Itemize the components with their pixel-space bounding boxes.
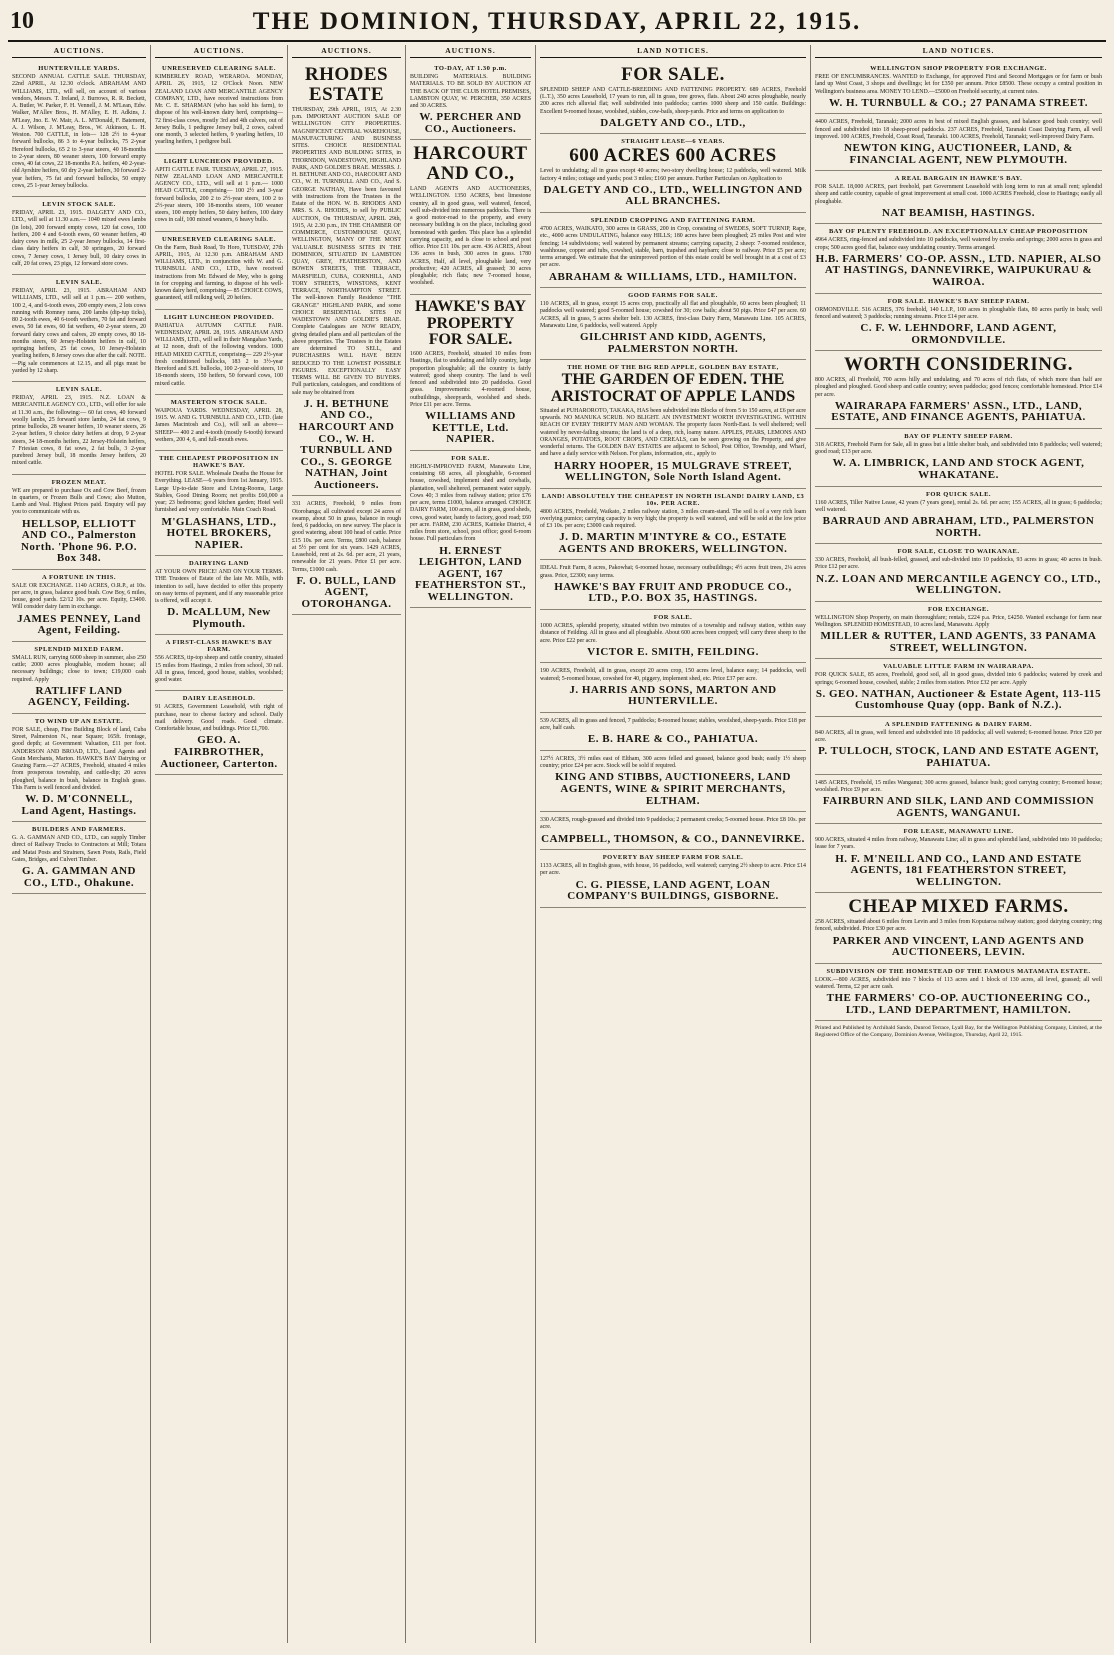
ad-agent: S. GEO. NATHAN, Auctioneer & Estate Agent, 113-115 Customhouse Quay (opp. Bank of N.Z.). [815, 687, 1102, 712]
ad-agent: NEWTON KING, AUCTIONEER, LAND, & FINANCIAL AGENT, NEW PLYMOUTH. [844, 142, 1073, 166]
ad-subhead: STRAIGHT LEASE—6 YEARS. [621, 138, 725, 146]
ad-subhead: BUILDERS AND FARMERS. [32, 826, 126, 834]
section-label: AUCTIONS. [292, 45, 401, 58]
column-1 [8, 45, 151, 1643]
ad-body: FOR SALE. 18,000 ACRES, part freehold, part Government Leasehold with long term to run at small rent; splendid sheep and cattle country, capable of great improvement at small cost. 1000 ACRES Freehold, close to Hastings; easily all ploughable. [815, 184, 1102, 205]
classified-ad [12, 475, 146, 570]
ad-subhead: UNRESERVED CLEARING SALE. [162, 65, 276, 72]
ad-agent: PARKER AND VINCENT, LAND AGENTS AND AUCTIONEERS, LEVIN. [832, 934, 1085, 959]
classified-ad [540, 663, 806, 713]
ad-subhead: A FORTUNE IN THIS. [41, 573, 117, 581]
classified-ad [540, 713, 806, 751]
ad-body: 127½ ACRES, 3½ miles east of Eltham, 300 acres felled and grassed, balance good bush; easily 1½ sheep country; price £24 per acre. Stock will be sold if required. [540, 755, 806, 770]
ad-agent: MILLER & RUTTER, LAND AGENTS, 33 PANAMA STREET, WELLINGTON. [820, 630, 1097, 654]
ad-body: WE are prepared to purchase Ox and Cow Beef, frozen in quarters, or Frozen Bulls and Cows; also Mutton, Lamb and Veal. Highest Prices paid. Enquiry will pay you to communicate with us. [12, 487, 146, 516]
ad-subhead: DAIRYING LAND [189, 560, 249, 568]
ad-body: BUILDING MATERIALS. BUILDING MATERIALS. TO BE SOLD BY AUCTION AT THE BACK OF THE CLUB HOTEL PREMISES, LAMBTON QUAY, W. PERCHER, 350 ACRES and 30 ACRES. [410, 74, 531, 109]
ad-body: Level to undulating; all in grass except 40 acres; two-story dwelling house; 12 paddocks, well watered. Milk factory 4 miles; cottage and yards; post 3 miles; £160 per annum. Further Particulars on Application to [540, 168, 806, 182]
ad-body: 556 ACRES, tip-top sheep and cattle country, situated 15 miles from Hastings, 2 miles from school, 30 rail. All in grass, fenced, good house, stables, woolshed; good water. [155, 655, 283, 684]
ad-body: 330 ACRES, rough-grassed and divided into 9 paddocks; 2 permanent creeks; 5-roomed house. Price £8 10s. per acre. [540, 817, 806, 831]
ad-subhead: VALUABLE LITTLE FARM IN WAIRARAPA. [883, 663, 1034, 671]
ad-headline: RHODES ESTATE [304, 64, 389, 105]
classified-ad [12, 714, 146, 822]
classified-ad [815, 602, 1102, 660]
ad-headline: WORTH CONSIDERING. [844, 354, 1073, 376]
ad-subhead: WELLINGTON SHOP PROPERTY FOR EXCHANGE. [870, 65, 1047, 72]
ad-subhead: POVERTY BAY SHEEP FARM FOR SALE. [602, 854, 744, 862]
ad-body: 1485 ACRES, Freehold, 15 miles Wanganui; 300 acres grassed, balance bush; good carrying country; 8-roomed house; woolshed. Price £9 per acre. [815, 779, 1102, 793]
ad-agent: HAWKE'S BAY FRUIT AND PRODUCE CO., LTD., P.O. BOX 35, HASTINGS. [554, 580, 792, 605]
ad-subhead: A REAL BARGAIN IN HAWKE'S BAY. [894, 175, 1023, 183]
ad-body: 1600 ACRES, Freehold, situated 10 miles from Hastings, flat to undulating and hilly country, large proportion ploughable; all the country is fairly watered; good sheep country. The land is well fenced and subdivided into 20 paddocks. Good grass. Improvements: 4-roomed house, outbuildings, sheepyards, woolshed and sheds. Price £11 per acre. Terms. [410, 351, 531, 408]
ad-body: SALE OR EXCHANGE. 1140 ACRES, O.R.P., at 10s. per acre, in grass, balance good bush. Cow Boy, 6 miles, house, good yards. £2/12 10s. per acre. Equity, £3400. Will consider dairy farm in exchange. [12, 582, 146, 611]
ad-subhead: TO-DAY, AT 1.30 p.m. [434, 65, 507, 72]
ad-body: 330 ACRES, Freehold, all bush-felled, grassed, and sub-divided into 10 paddocks, 93 acres in grass; 40 acres in bush. Price £12 per acre. [815, 557, 1102, 571]
ad-agent: ABRAHAM & WILLIAMS, LTD., HAMILTON. [549, 270, 797, 283]
classified-ad [155, 154, 283, 232]
ad-subhead: HUNTERVILLE YARDS. [38, 65, 120, 72]
ad-agent: H.B. FARMERS' CO-OP. ASSN., LTD. NAPIER, ALSO AT HASTINGS, DANNEVIRKE, WAIPUKURAU & WAIROA. [815, 252, 1102, 289]
ad-body: 190 ACRES, Freehold, all in grass, except 20 acres crop, 150 acres level, balance easy; 14 paddocks, well watered; 5-roomed house, cowshed for 40, piggery, implement shed, etc. Price £37 per acre. [540, 668, 806, 682]
ad-body: 1000 ACRES, splendid property, situated within two minutes of a township and railway station, within easy distance of Feilding. All in grass and all ploughable. About 600 acres been cropped; will carry three sheep to the acre. Price £22 per acre. [540, 623, 806, 644]
newspaper-title: THE DOMINION, THURSDAY, APRIL 22, 1915. [252, 8, 862, 35]
classified-ad [292, 61, 401, 496]
ad-agent: BARRAUD AND ABRAHAM, LTD., PALMERSTON NORTH. [822, 515, 1095, 539]
ad-body: 1160 ACRES, Tiller Native Lease, 42 years (7 years gone), rental 2s. 6d. per acre; 155 ACRES, all in grass; 6 paddocks; well watered. [815, 499, 1102, 513]
ad-headline: FOR SALE. [621, 64, 725, 85]
classified-ad [815, 61, 1102, 114]
ad-body: G. A. GAMMAN AND CO., LTD., can supply Timber direct of Railway Trucks to Contractors at Mill; Totara and Matai Posts and Strainers, Sawn Posts, Rails, Field Gates, Bridges, and Culvert Timber. [12, 835, 146, 863]
ad-agent: W. H. TURNBULL & CO.; 27 PANAMA STREET. [829, 96, 1088, 109]
ad-body: WAIPOUA YARDS. WEDNESDAY, APRIL 28, 1915. W. AND G. TURNBULL AND CO., LTD. (late James Macintosh and Co.), will sell as above— SHEEP— 400 2 and 4-tooth (mostly 6-tooth) forward wethers, 200 4, 6, and full-mouth ewes. [155, 407, 283, 443]
classified-ad [815, 224, 1102, 293]
classified-ad [540, 610, 806, 663]
classified-ad [410, 140, 531, 294]
ad-subhead: SPLENDID MIXED FARM. [34, 645, 124, 653]
ad-body: SECOND ANNUAL CATTLE SALE. THURSDAY, 22nd APRIL, At 12.30 o'clock. ABRAHAM AND WILLIAMS, LTD., will sell, on account of various vendors, Messrs. T. Ireland, J. Burrows, R. R. Beckett, A. Butler, W. Parker, F. H. Vennell, J. M. M'Lean, Edw. Walker, M'Allev Bros., H. M'Alley, E. H. Adkins, J. M'Leay, Jno. E. W. Mair, A. L. M'Donald, F. Batement, A. J. Wilson, J. M'Leay, Bros., W. Atkinson, L. H. Weston. 700 CATTLE, in lots— 128 2½ to 4-year forward bullocks, 86 3 to 4-year bullocks, 75 2-year Hereford bullocks, 65 2 to 3-year steers, 40 18-months to 2-year steers, 80 weaner steers, 100 forward empty cows, 40 fat cows, 22 18-months P.A. heifers, 40 2-year-old Ayrshire heifers, 60 dry 2-year heifers, 30 forward 2-year heifers, 75 fat and forward bullocks, 50 empty cows, 25 1-year Jersey bullocks. [12, 74, 146, 189]
ad-body: FRIDAY, APRIL 23, 1915. N.Z. LOAN & MERCANTILE AGENCY CO., LTD., will offer for sale at 11.30 a.m., the following:— 60 fat cows, 40 forward woolly lambs, 25 forward store lambs, 24 fat cows, 9 prime bullocks, 28 weaner heifers, 10 weaner steers, 26 2-year heifers, 9 choice dairy heifers at drop, 9 2-year steers, 34 18-months heifers, 22 Jersey-Holstein heifers, 7 Friesian cows, 8 fat sows, 2 fat bulls, 3 2-year purebred Jersey bull, 18 months Jersey heifers, 20 mixed cattle. [12, 395, 146, 467]
ad-subhead: FOR SALE, CLOSE TO WAIKANAE. [897, 548, 1020, 556]
classified-ad [155, 310, 283, 395]
ad-agent: GILCHRIST AND KIDD, AGENTS, PALMERSTON NORTH. [580, 331, 766, 355]
classified-ad [155, 395, 283, 451]
ad-subhead: FOR EXCHANGE. [927, 605, 990, 613]
ad-headline: 600 ACRES 600 ACRES [569, 145, 777, 167]
ad-subhead: LEVIN STOCK SALE. [42, 201, 116, 208]
ad-body: Situated at PUHAROROTO, TAKAKA, HAS been subdivided into Blocks of from 5 to 150 acres, at £6 per acre upwards. NO MANUKA SCRUB. NO BLIGHT. AN INVESTMENT WORTH INVESTIGATING. WITHIN REACH OF EVERY THRIFTY MAN AND WOMAN. The property faces North-East. Is well sheltered; well watered by never-failing streams; the land is of a deep, rich, loamy nature. APPLES, PEARS, LEMONS AND ORANGES, POTATOES, ROOT CROPS, AND CEREALS, can be seen growing on the Property, and give wonderful returns. The GOLDEN BAY ESTATES are adjacent to School, Post Office, Township, and Wharf, and have a daily service with Nelson. For plans, information, etc., apply to [540, 407, 806, 458]
ad-subhead: A SPLENDID FATTENING & DAIRY FARM. [885, 720, 1032, 728]
classified-ad [540, 560, 806, 610]
column-6 [811, 45, 1106, 1643]
ad-body: PAHIATUA AUTUMN CATTLE FAIR. WEDNESDAY, APRIL 28, 1915. ABRAHAM AND WILLIAMS, LTD., will sell in their Mangahao Yards, at 12 noon, draft of the following vendors. 1000 HEAD MIXED CATTLE, comprising— 229 2½-year fresh conditioned bullocks, 183 2 to 3½-year Hereford and S.H. bullocks, 100 2-year-old steers, 10 18-month steers, 150 heifers, 50 forward cows, 100 mixed cattle. [155, 322, 283, 387]
ad-agent: W. D. M'CONNELL, Land Agent, Hastings. [21, 793, 137, 817]
ad-agent: C. F. W. LEHNDORF, LAND AGENT, ORMONDVILLE. [860, 322, 1057, 346]
classified-ad [12, 197, 146, 275]
ad-body: 4964 ACRES, ring-fenced and subdivided into 10 paddocks, well watered by creeks and springs; 2000 acres in grass and crops; 500 acres good flat, balance easy undulating country. Terms arranged. [815, 237, 1102, 251]
ad-agent: J. H. BETHUNE AND CO., HARCOURT AND CO., W. H. TURNBULL AND CO., S. GEORGE NATHAN, Joint Auctioneers. [298, 397, 395, 491]
ad-body: AT YOUR OWN PRICE! AND ON YOUR TERMS. THE Trustees of Estate of the late Mr. Mills, with intention to sell, have decided to offer this property on easy terms of payment, and if any reasonable price is offered, will accept it. [155, 569, 283, 605]
page-number: 10 [10, 8, 34, 34]
classified-ad [815, 824, 1102, 893]
ad-body: KIMBERLEY ROAD, WERAROA. MONDAY, APRIL 26, 1915, 12 O'Clock Noon. NEW ZEALAND LOAN AND MERCANTILE AGENCY COMPANY, LTD., have received instructions from Mr. C. E. SHARMAN (who has sold his farm), to dispose of his well-known dairy herd, comprising— 72 first-class cows, mostly 3rd and 4th calvers, out of Jersey Bulls, 1 pedigree Jersey bull, 2 cows, calved one month, 3 selected heifers, 9 yearling heifers, 10 yearling heifers, 1 pedigree bull. [155, 74, 283, 146]
classified-ad [815, 717, 1102, 775]
classified-ad [292, 496, 401, 615]
ad-body: LAND AGENTS AND AUCTIONEERS, WELLINGTON. 1350 ACRES, best limestone country, all in good grass, well watered, fenced, well sub-divided into numerous paddocks. There is a good motor-road to the property, and every necessary building is on the place, including good homestead with garden. This place has a splendid carrying capacity, and is close to school and post office. Price £11 10s. per acre. 436 ACRES, About 136 acres in bush, 300 acres in grass. 1780 ACRES, Half, all level, ploughable land, very productive; 420 ACRES, all grassed; 30 acres ploughable; rich flats; new 7-roomed house, woolshed. [410, 186, 531, 287]
ad-agent: VICTOR E. SMITH, FEILDING. [587, 645, 759, 658]
classified-ad [12, 570, 146, 642]
ad-subhead: GOOD FARMS FOR SALE. [628, 292, 718, 300]
ad-agent: M'GLASHANS, LTD., HOTEL BROKERS, NAPIER. [161, 515, 277, 551]
classified-ad [815, 294, 1102, 352]
ad-subhead: LAND! ABSOLUTELY THE CHEAPEST IN NORTH ISLAND! DAIRY LAND, £3 10s. PER ACRE. [541, 492, 805, 507]
classified-ad [540, 134, 806, 213]
ad-agent: W. PERCHER AND CO., Auctioneers. [419, 111, 522, 135]
classified-ad [540, 360, 806, 488]
ad-agent: HARRY HOOPER, 15 MULGRAVE STREET, WELLINGTON, Sole North Island Agent. [554, 459, 792, 484]
classified-ad [815, 893, 1102, 964]
ad-body: 840 ACRES, all in grass, well fenced and subdivided into 18 paddocks; all well watered; 6-roomed house. Price £20 per acre. [815, 729, 1102, 744]
ad-body: THURSDAY, 29th APRIL, 1915, At 2.30 p.m. IMPORTANT AUCTION SALE OF WELLINGTON CITY PROPERTIES. MAGNIFICENT CENTRAL WAREHOUSE, MANUFACTURING AND BUSINESS SITES. CHOICE RESIDENTIAL PROPERTIES AND BUILDING SITES, in THORNDON, WADESTOWN, HIGHLAND PARK, AND GOLDIE'S BRAE. MESSRS. J. H. BETHUNE AND CO., HARCOURT AND CO., W. H. TURNBULL AND CO., And S. GEORGE NATHAN, Have been favoured with instructions from the Trustees in the Estate of the HON. W. B. RHODES AND MRS. S. A. RHODES, to sell by PUBLIC AUCTION, On THURSDAY, APRIL 29th, 1915, At 2.30 p.m., IN THE CHAMBER OF COMMERCE, CUSTOMHOUSE QUAY, WELLINGTON, MANY OF THE MOST VALUABLE BUSINESS SITES IN THE DOMINION, SITUATED IN LAMBTON QUAY, GREY, FEATHERSTON, AND BOWEN STREETS, THE TERRACE, MARSFIELD, CUBA, CORNHILL, AND TORY STREETS, WINSTONS, KENT TERRACE, NORTHAMPTON STREET. The well-known Family Residence "THE GRANGE" HIGHLAND PARK, and some CHOICE RESIDENTIAL SITES IN WADESTOWN AND GOLDIE'S BRAE. Complete Catalogues are NOW READY, giving detailed plans and all particulars of the above properties. The Trustees in the Estates are determined TO SELL, and PURCHASERS WILL HAVE BEEN REDUCED TO THE LOWEST POSSIBLE FIGURES. EXCEPTIONALLY EASY TERMS WILL BE GIVEN TO BUYERS. Full particulars, catalogues, and conditions of sale may be obtained from [292, 106, 401, 396]
ad-subhead: TO WIND UP AN ESTATE. [34, 717, 124, 725]
ad-agent: GEO. A. FAIRBROTHER, Auctioneer, Carterton. [160, 734, 278, 770]
classified-ad [815, 964, 1102, 1022]
classified-ad [815, 351, 1102, 429]
ad-agent: N.Z. LOAN AND MERCANTILE AGENCY CO., LTD., WELLINGTON. [816, 572, 1101, 597]
classified-ad [410, 451, 531, 608]
ad-subhead: FOR LEASE, MANAWATU LINE. [903, 828, 1014, 836]
ad-body: 331 ACRES, Freehold, 9 miles from Otorohanga; all cultivated except 24 acres of swamp, about 50 in grass, balance in rough feed, 6 paddocks, on new survey. The place is good watering, about 100 head of cattle. Price £15 10s. per acre. Terms, £800 cash, balance at 5½ per cent for six years. 1429 ACRES, Leasehold, rent at 2s. 6d. per acre, 21 years, renewable for 21 years. Price £1 per acre. Terms, £1000 cash. [292, 501, 401, 573]
section-label: LAND NOTICES. [815, 45, 1102, 58]
ad-agent: NAT BEAMISH, HASTINGS. [881, 206, 1036, 219]
ad-body: SMALL RUN, carrying 6000 sheep in summer, also 250 cattle; 2000 acres ploughable, modern house; all necessary buildings; close to town; £19,000 cash required. Apply [12, 654, 146, 683]
ad-agent: D. McALLUM, New Plymouth. [167, 606, 271, 630]
classified-ad [815, 114, 1102, 171]
classified-ad [155, 232, 283, 310]
ad-subhead: BAY OF PLENTY SHEEP FARM. [904, 432, 1013, 440]
classified-ad [155, 691, 283, 775]
classified-ad [12, 275, 146, 382]
ad-agent: HELLSOP, ELLIOTT AND CO., Palmerston North. 'Phone 96. P.O. Box 348. [20, 517, 137, 565]
section-label: AUCTIONS. [12, 45, 146, 58]
column-grid [8, 45, 1106, 1643]
ad-agent: F. O. BULL, LAND AGENT, OTOROHANGA. [296, 574, 397, 610]
ad-agent: THE FARMERS' CO-OP. AUCTIONEERING CO., LTD., LAND DEPARTMENT, HAMILTON. [826, 992, 1091, 1016]
ad-body: 4400 ACRES, Freehold, Taranaki; 2000 acres in best of mixed English grasses, and balance good bush country; well fenced and subdivided into 18 sheep-proof paddocks. 237 ACRES, Freehold, Taranaki Coast Dairying Farm, all well improved. 100 ACRES, Freehold, Coast Road, Taranaki. 100 ACRES, Freehold, Taranaki; well-improved Dairy Farm. [815, 119, 1102, 140]
column-4 [406, 45, 536, 1643]
ad-agent: E. B. HARE & CO., PAHIATUA. [587, 733, 759, 746]
ad-agent: KING AND STIBBS, AUCTIONEERS, LAND AGENTS, WINE & SPIRIT MERCHANTS, ELTHAM. [555, 771, 791, 807]
classified-ad [410, 295, 531, 451]
classified-ad [540, 850, 806, 908]
classified-ad [155, 556, 283, 635]
classified-ad [410, 61, 531, 140]
ad-agent: H. F. M'NEILL AND CO., LAND AND ESTATE AGENTS, 181 FEATHERSTON STREET, WELLINGTON. [835, 852, 1082, 888]
classified-ad [815, 171, 1102, 224]
ad-agent: CAMPBELL, THOMSON, & CO., DANNEVIRKE. [541, 832, 805, 845]
section-label: AUCTIONS. [155, 45, 283, 58]
ad-body: ORMONDVILLE. 516 ACRES, 376 freehold, 140 L.I.P., 100 acres in ploughable flats, 80 acres partly in bush; well fenced and watered; 3 paddocks; running streams. Price £14 per acre. [815, 306, 1102, 320]
column-5 [536, 45, 811, 1643]
ad-subhead: UNRESERVED CLEARING SALE. [162, 235, 276, 243]
section-label: AUCTIONS. [410, 45, 531, 58]
classified-ad [540, 751, 806, 812]
classified-ad [815, 487, 1102, 545]
ad-subhead: A FIRST-CLASS HAWKE'S BAY FARM. [165, 639, 273, 654]
classified-ad [12, 61, 146, 197]
ad-subhead: BAY OF PLENTY FREEHOLD. AN EXCEPTIONALLY CHEAP PROPOSITION [828, 228, 1089, 236]
classified-ad [815, 659, 1102, 717]
ad-subhead: THE CHEAPEST PROPOSITION IN HAWKE'S BAY. [159, 455, 279, 469]
ad-body: On the Farm, Bush Road, To Horo, TUESDAY, 27th APRIL, 1915, At 12.30 p.m. ABRAHAM AND WILLIAMS, LTD., in conjunction with W. and G. TURNBULL AND CO., LTD., have received instructions from Mr. Edward de Mey, who is going in for cropping and farming, to dispose of his well-known dairy herd, comprising— 85 CHOICE COWS, guaranteed, still milking well, 20 heifers. [155, 244, 283, 302]
ad-body: 800 ACRES, all Freehold, 700 acres hilly and undulating, and 70 acres of rich flats, of which more than half are ploughed and ploughed. Good sheep and cattle country; seven paddocks; good fences; comfortable homestead. Price £14 per acre. [815, 377, 1102, 398]
ad-body: SPLENDID SHEEP AND CATTLE-BREEDING AND FATTENING PROPERTY. 689 ACRES, Freehold (L.T.), 350 acres Leasehold, 17 years to run, all in grass, tree grows, flats. About 240 acres ploughable, nearly 200 acres rich alluvial flat; well subdivided into paddocks; carries 1000 sheep and 150 cattle. Buildings: Excellent 9-roomed house, woolshed, stables, cow-bails, sheep-yards. Price and terms on application to [540, 86, 806, 115]
ad-body: HIGHLY-IMPROVED FARM, Manawatu Line, containing 68 acres, all ploughable, 6-roomed house, cowshed, implement shed and cowbails, plantation, well sheltered, permanent water supply. Cows 40; 3 miles from railway station; price £76 per acre, terms £1000, balance arranged. CHOICE DAIRY FARM, 100 acres, all in grass, good sheds, cows, good water, handy to factory, good road; £60 per acre. FARM, 230 ACRES, Kaitieke District, 4 miles from store, school, post office; good 6-room house. Full particulars from [410, 463, 531, 543]
ad-headline: HARCOURT AND CO., [413, 143, 528, 185]
classified-ad [12, 822, 146, 894]
ad-agent: RATLIFF LAND AGENCY, Feilding. [28, 684, 130, 709]
ad-body: FREE OF ENCUMBRANCES. WANTED to Exchange, for approved First and Second Mortgages or for farm or bush land up West Coast, 3 shops and dwellings; let for £350 per annum. Price £8500. These occupy a central position in Wellington's business area. MONEY TO LEND.—£5000 on Freehold security, at current rates. [815, 74, 1102, 95]
ad-body: 539 ACRES, all in grass and fenced, 7 paddocks; 8-roomed house; stables, woolshed, sheep-yards. Price £18 per acre, half cash. [540, 717, 806, 732]
ad-agent: WILLIAMS AND KETTLE, Ltd. NAPIER. [425, 410, 516, 446]
classified-ad [155, 635, 283, 691]
ad-body: FRIDAY, APRIL 23, 1915. ABRAHAM AND WILLIAMS, LTD., will sell at 1 p.m.— 200 wethers, 100 2, 4, and 6-tooth ewes, 200 empty ewes, 2 lots cows running with Romney rams, 200 lambs (dip-tup ticks), 80 2-tooth ewes, 40 6-tooth wethers, 70 fat and forward ewes, 50 fat ewes, 60 fat wethers, 40 2-year steers, 20 forward dairy cows and calves, 20 empty cows, 80 18-months steers, 60 Jersey-Holstein heifers in calf, 10 springing heifers, 25 fat cows, 10 Jersey-Holstein yearling heifers, 8 Jersey cows due after the calf. NOTE.—Pig sale commences at 12.15, and all pigs must be yarded by 12 sharp. [12, 288, 146, 374]
ad-headline: THE GARDEN OF EDEN. THE ARISTOCRAT OF APPLE LANDS [550, 371, 796, 405]
classified-ad [540, 213, 806, 288]
publisher-imprint: Printed and Published by Archibald Sando, Dunrod Terrace, Lyall Bay, for the Wellington Publishing Company, Limited, at the Registered Office of the Company, Dominion Avenue, Wellington, Thursday, April 22, 1915. [815, 1025, 1102, 1039]
column-3 [288, 45, 406, 1643]
ad-subhead: FOR SALE. HAWKE'S BAY SHEEP FARM. [887, 297, 1030, 305]
ad-subhead: LIGHT LUNCHEON PROVIDED. [163, 157, 275, 165]
ad-body: APITI CATTLE FAIR. TUESDAY, APRIL 27, 1915. NEW ZEALAND LOAN AND MERCANTILE AGENCY CO., LTD., will sell at 1 p.m.— 1000 HEAD CATTLE, comprising— 100 2½ and 3-year forward bullocks, 200 2 to 2½-year steers, 100 2 to 2½-year steers, 100 18-months steers, 100 weaner steers, 100 empty heifers, 50 dairy heifers, 100 dairy cows in calf, 100 mixed weaners, 6 heavy bulls. [155, 166, 283, 224]
ad-subhead: FOR QUICK SALE. [925, 490, 992, 498]
classified-ad [815, 544, 1102, 602]
ad-agent: W. A. LIMBRICK, LAND AND STOCK AGENT, WHAKATANE. [832, 457, 1085, 481]
ad-body: FOR QUICK SALE, 85 acres, Freehold, good soil, all in good grass, divided into 6 paddocks; watered by creek and springs; 6-roomed house, cowshed, stable; 2 miles from station. Price £32 per acre. Apply [815, 672, 1102, 686]
ad-subhead: MASTERTON STOCK SALE. [170, 398, 268, 406]
ad-agent: JAMES PENNEY, Land Agent, Feilding. [17, 612, 141, 637]
ad-subhead: SUBDIVISION OF THE HOMESTEAD OF THE FAMOUS MATAMATA ESTATE. [826, 967, 1091, 975]
ad-body: HOTEL FOR SALE. Wholesale Deaths the House for Everything. LEASE—6 years from 1st January, 1915. Large Up-to-date Store and Living-Rooms, Large Stables, Good Dining Room; net profits £60,000 a year; 23 bedrooms; good kitchen garden; Hotel well furnished and very comfortable. Main Coach Road. [155, 471, 283, 514]
section-label: LAND NOTICES. [540, 45, 806, 58]
classified-ad [815, 429, 1102, 487]
masthead [8, 6, 1106, 42]
ad-body: 4700 ACRES, WAIKATO, 300 acres in GRASS, 200 in Crop, consisting of SWEDES, SOFT TURNIP, Rape, etc., 4000 acres UNDULATING, balance easy HILLS; 180 acres have been ploughed; 25 miles Post and wire fencing; 14 subdivisions; well watered by permanent streams; carrying capacity, 2 sheep: 7-roomed residence, washhouse, copper and tubs, cowshed, stable, barn, trapshed and haybarn; close to railway. Price £5 per acre; terms arranged. We estimate that the unimproved portion of this estate could be well brought in at a cost of £3 per acre. [540, 226, 806, 269]
ad-body: 258 ACRES, situated about 6 miles from Levin and 3 miles from Koputaroa railway station; good dairying country; ring fenced, subdivided. Price £30 per acre. [815, 919, 1102, 933]
classified-ad [540, 61, 806, 134]
ad-agent: G. A. GAMMAN AND CO., LTD., Ohakune. [21, 865, 137, 889]
classified-ad [155, 451, 283, 556]
ad-body: 110 ACRES, all in grass, except 15 acres crop, practically all flat and ploughable, 60 acres been ploughed; 11 paddocks well watered; good 5-roomed house; cowshed for 30; cow bails; about 50 pigs. Price £47 per acre. 60 ACRES, all in grass, 5 acres shelter belt. 130 ACRES, first-class Dairy Farm, Manawatu Line. 105 ACRES, Manawatu Line, 6 paddocks, well watered. Apply [540, 301, 806, 329]
ad-body: 4800 ACRES, Freehold, Waikato, 2 miles railway station, 3 miles cream-stand. The soil is of a very rich loam overlying pumice; carrying capacity is very high; the property is well watered, and will be sold at the low price of £3 10s. per acre; £3000 cash required. [540, 508, 806, 530]
ad-subhead: FOR SALE. [451, 454, 490, 462]
ad-body: FOR SALE, cheap, Fine Building Block of land, Cuba Street, Palmerston N., near Square; 165ft. frontage, good depth; at Government Valuation, £11 per foot. ANDERSON AND BROAD, LTD., Land Agents and Grain Merchants, Marton. HAWKE'S BAY Dairying or Grazing Farm.—27 ACRES, Freehold, situated 4 miles from prosperous township, and cattle-dip; 20 acres ploughed, balance in bush, balance in English grass. This Farm is well fenced and divided. [12, 726, 146, 791]
ad-body: 900 ACRES, situated 4 miles from railway, Manawatu Line; all in grass and splendid land, subdivided into 10 paddocks; lease for 7 years. [815, 837, 1102, 851]
ad-body: 1133 ACRES, all in English grass, with house, 16 paddocks, well watered; carrying 2½ sheep to acre. Price £14 per acre. [540, 863, 806, 877]
ad-agent: H. ERNEST LEIGHTON, LAND AGENT, 167 FEATHERSTON ST., WELLINGTON. [414, 544, 526, 603]
classified-ad [815, 775, 1102, 825]
ad-subhead: LEVIN SALE. [55, 279, 103, 286]
ad-body: 318 ACRES, Freehold Farm for Sale, all in grass but a little shelter bush, and subdivided into 8 paddocks; well watered; good road; £13 per acre. [815, 441, 1102, 456]
ad-body: IDEAL Fruit Farm, 8 acres, Pakowhai; 6-roomed house, necessary outbuildings; 4½ acres fruit trees, 2¼ acres grass. Price, £2300; easy terms. [540, 565, 806, 579]
ad-agent: FAIRBURN AND SILK, LAND AND COMMISSION AGENTS, WANGANUI. [822, 795, 1095, 819]
ad-agent: J. HARRIS AND SONS, MARTON AND HUNTERVILLE. [569, 683, 777, 708]
ad-subhead: LEVIN SALE. [55, 386, 103, 393]
ad-subhead: THE HOME OF THE BIG RED APPLE, GOLDEN BAY ESTATE, [567, 364, 779, 372]
ad-body: WELLINGTON Shop Property, on main thoroughfare; rentals, £224 p.a. Price, £4250. Wanted exchange for farm near Wellington. SPLENDID HOMESTEAD, 10 acres land, Manawatu. Apply [815, 614, 1102, 628]
ad-subhead: SPLENDID CROPPING AND FATTENING FARM. [590, 217, 756, 225]
classified-ad [12, 382, 146, 475]
ad-body: FRIDAY, APRIL 23, 1915. DALGETY AND CO., LTD., will sell at 11.30 a.m.— 1040 mixed ewes lambs (in lots), 200 forward empty cows, 120 fat cows, 100 heifers, 200 4 and 6-tooth ewes, 60 weaner heifers, 40 dairy cows in milk, 25 2-year Jersey bullocks, 14 first-class dairy heifers in calf, 30 springers, 20 forward cows, 7 Jersey cows, 1 Jersey bull, 10 dairy cows in calf, 20 fat cows, 23 pigs, 12 forward store cows. [12, 210, 146, 267]
ad-body: 91 ACRES, Government Leasehold, with right of purchase, near to cheese factory and school. Daily mail delivery. Good roads. Good climate. Comfortable house, and buildings. Price £1,700. [155, 704, 283, 733]
ad-subhead: FROZEN MEAT. [51, 478, 107, 486]
ad-agent: C. G. PIESSE, LAND AGENT, LOAN COMPANY'S BUILDINGS, GISBORNE. [567, 878, 779, 903]
ad-subhead: DAIRY LEASEHOLD. [182, 695, 256, 703]
classified-ad [155, 61, 283, 154]
ad-subhead: LIGHT LUNCHEON PROVIDED. [163, 313, 275, 321]
ad-agent: WAIRARAPA FARMERS' ASSN., LTD., LAND, ESTATE, AND FINANCE AGENTS, PAHIATUA. [831, 399, 1086, 424]
ad-agent: DALGETY AND CO., LTD., WELLINGTON AND ALL BRANCHES. [543, 183, 803, 208]
column-2 [151, 45, 288, 1643]
classified-ad [540, 489, 806, 561]
ad-agent: DALGETY AND CO., LTD., [600, 116, 746, 129]
classified-ad [540, 812, 806, 850]
ad-body: LOOK.—800 ACRES, subdivided into 7 blocks of 113 acres and 1 block of 130 acres, all level, grassed; all well watered. Terms, £2 per acre cash. [815, 976, 1102, 991]
classified-ad [540, 288, 806, 360]
ad-agent: J. D. MARTIN M'INTYRE & CO., ESTATE AGENTS AND BROKERS, WELLINGTON. [558, 531, 788, 555]
ad-agent: P. TULLOCH, STOCK, LAND AND ESTATE AGENT, PAHIATUA. [818, 745, 1099, 769]
ad-subhead: FOR SALE. [653, 614, 693, 622]
ad-headline: HAWKE'S BAY PROPERTY FOR SALE. [415, 297, 526, 349]
ad-headline: CHEAP MIXED FARMS. [848, 896, 1069, 918]
classified-ad [12, 642, 146, 714]
